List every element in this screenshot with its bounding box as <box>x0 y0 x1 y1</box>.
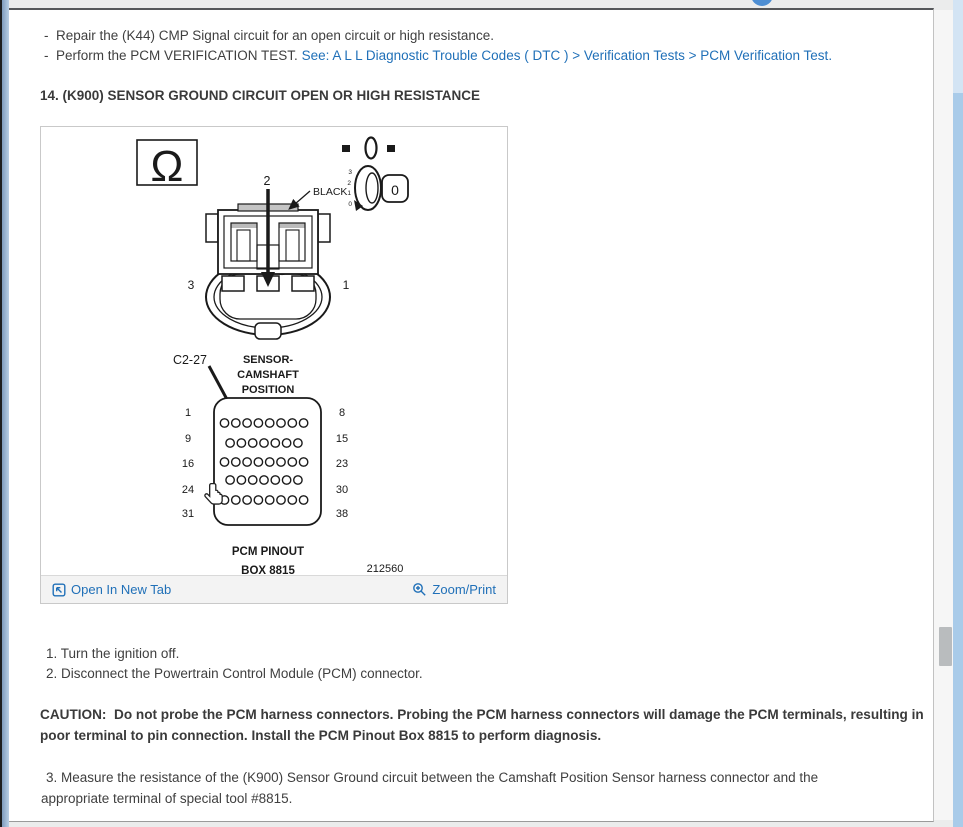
zoom-print-button[interactable] <box>412 582 496 597</box>
scrollbar-thumb[interactable] <box>939 627 952 666</box>
bullet-text: Repair the (K44) CMP Signal circuit for an open circuit or high resistance. <box>56 28 494 43</box>
dial-value: 0 <box>391 182 399 198</box>
step-item: 1. Turn the ignition off. <box>46 646 180 661</box>
meter-dial <box>347 166 408 211</box>
open-in-new-tab-label: Open In New Tab <box>71 582 172 597</box>
svg-text:16: 16 <box>181 458 195 470</box>
bullet-item-repair <box>44 26 832 46</box>
figure-number: 212560 <box>366 563 404 575</box>
open-in-new-tab-icon <box>52 583 66 597</box>
connector-pin-right-label: 1 <box>342 278 350 292</box>
ohm-symbol: Ω <box>150 142 184 191</box>
section-heading: 14. (K900) SENSOR GROUND CIRCUIT OPEN OR HIGH RESISTANCE <box>40 88 481 103</box>
figure-viewer <box>40 126 508 604</box>
bullet-list <box>44 26 832 66</box>
sensor-name-label <box>237 354 299 396</box>
pinout-box-label-line1: PCM PINOUT <box>231 546 305 558</box>
dial-tick: 3 <box>348 169 352 176</box>
svg-text:24: 24 <box>181 484 195 496</box>
bullet-dash: - <box>44 28 49 43</box>
zoom-print-label: Zoom/Print <box>432 582 496 597</box>
step-list <box>46 644 423 684</box>
caution-paragraph: CAUTION: Do not probe the PCM harness connectors. Probing the PCM harness connectors will damage the PCM terminals, resulting in poor terminal to pin connection. Install the PCM Pinout Box 8815 to perform diagnosis. <box>40 707 924 743</box>
open-in-new-tab-button[interactable] <box>52 582 171 597</box>
dial-tick: 0 <box>348 201 352 208</box>
bullet-dash: - <box>44 48 49 63</box>
pinout-box-label-line2: BOX 8815 <box>241 565 295 575</box>
svg-text:9: 9 <box>184 433 192 445</box>
dial-tick: 1 <box>347 190 351 197</box>
scroll-to-top-button[interactable] <box>751 0 773 6</box>
svg-text:CAMSHAFT: CAMSHAFT <box>237 369 299 381</box>
svg-text:8: 8 <box>338 407 346 419</box>
svg-text:38: 38 <box>335 508 349 520</box>
svg-text:31: 31 <box>181 508 195 520</box>
step-item: 2. Disconnect the Powertrain Control Module (PCM) connector. <box>46 666 423 681</box>
connector-pin-top-label: 2 <box>263 174 271 188</box>
dial-tick: 2 <box>347 180 351 187</box>
meter-display <box>342 138 395 159</box>
step-3-paragraph: 3. Measure the resistance of the (K900) Sensor Ground circuit between the Camshaft Position Sensor harness connector and the appropriate terminal of special tool #8815. <box>41 770 819 806</box>
wiring-diagram <box>41 127 505 575</box>
pcm-cavity-ref-label: C2-27 <box>172 353 207 367</box>
verification-test-link[interactable]: See: A L L Diagnostic Trouble Codes ( DTC ) > Verification Tests > PCM Verification Test. <box>301 48 833 63</box>
connector-pin-left-label: 3 <box>187 278 195 292</box>
zoom-icon <box>412 582 427 597</box>
right-blue-edge-strip-lower <box>953 93 963 827</box>
bullet-item-verify <box>44 46 832 66</box>
svg-text:30: 30 <box>335 484 349 496</box>
scrollbar-track[interactable] <box>934 10 953 820</box>
svg-text:POSITION: POSITION <box>241 384 295 396</box>
svg-text:SENSOR-: SENSOR- <box>242 354 294 366</box>
svg-text:1: 1 <box>184 407 192 419</box>
left-blue-edge-strip <box>2 0 9 827</box>
ohmmeter-symbol <box>137 140 197 191</box>
wire-color-label: BLACK <box>313 186 348 198</box>
pcm-pinout-box <box>214 398 321 525</box>
bullet-text: Perform the PCM VERIFICATION TEST. <box>56 48 298 63</box>
svg-text:15: 15 <box>335 433 349 445</box>
svg-text:23: 23 <box>335 458 349 470</box>
figure-toolbar <box>41 575 507 603</box>
